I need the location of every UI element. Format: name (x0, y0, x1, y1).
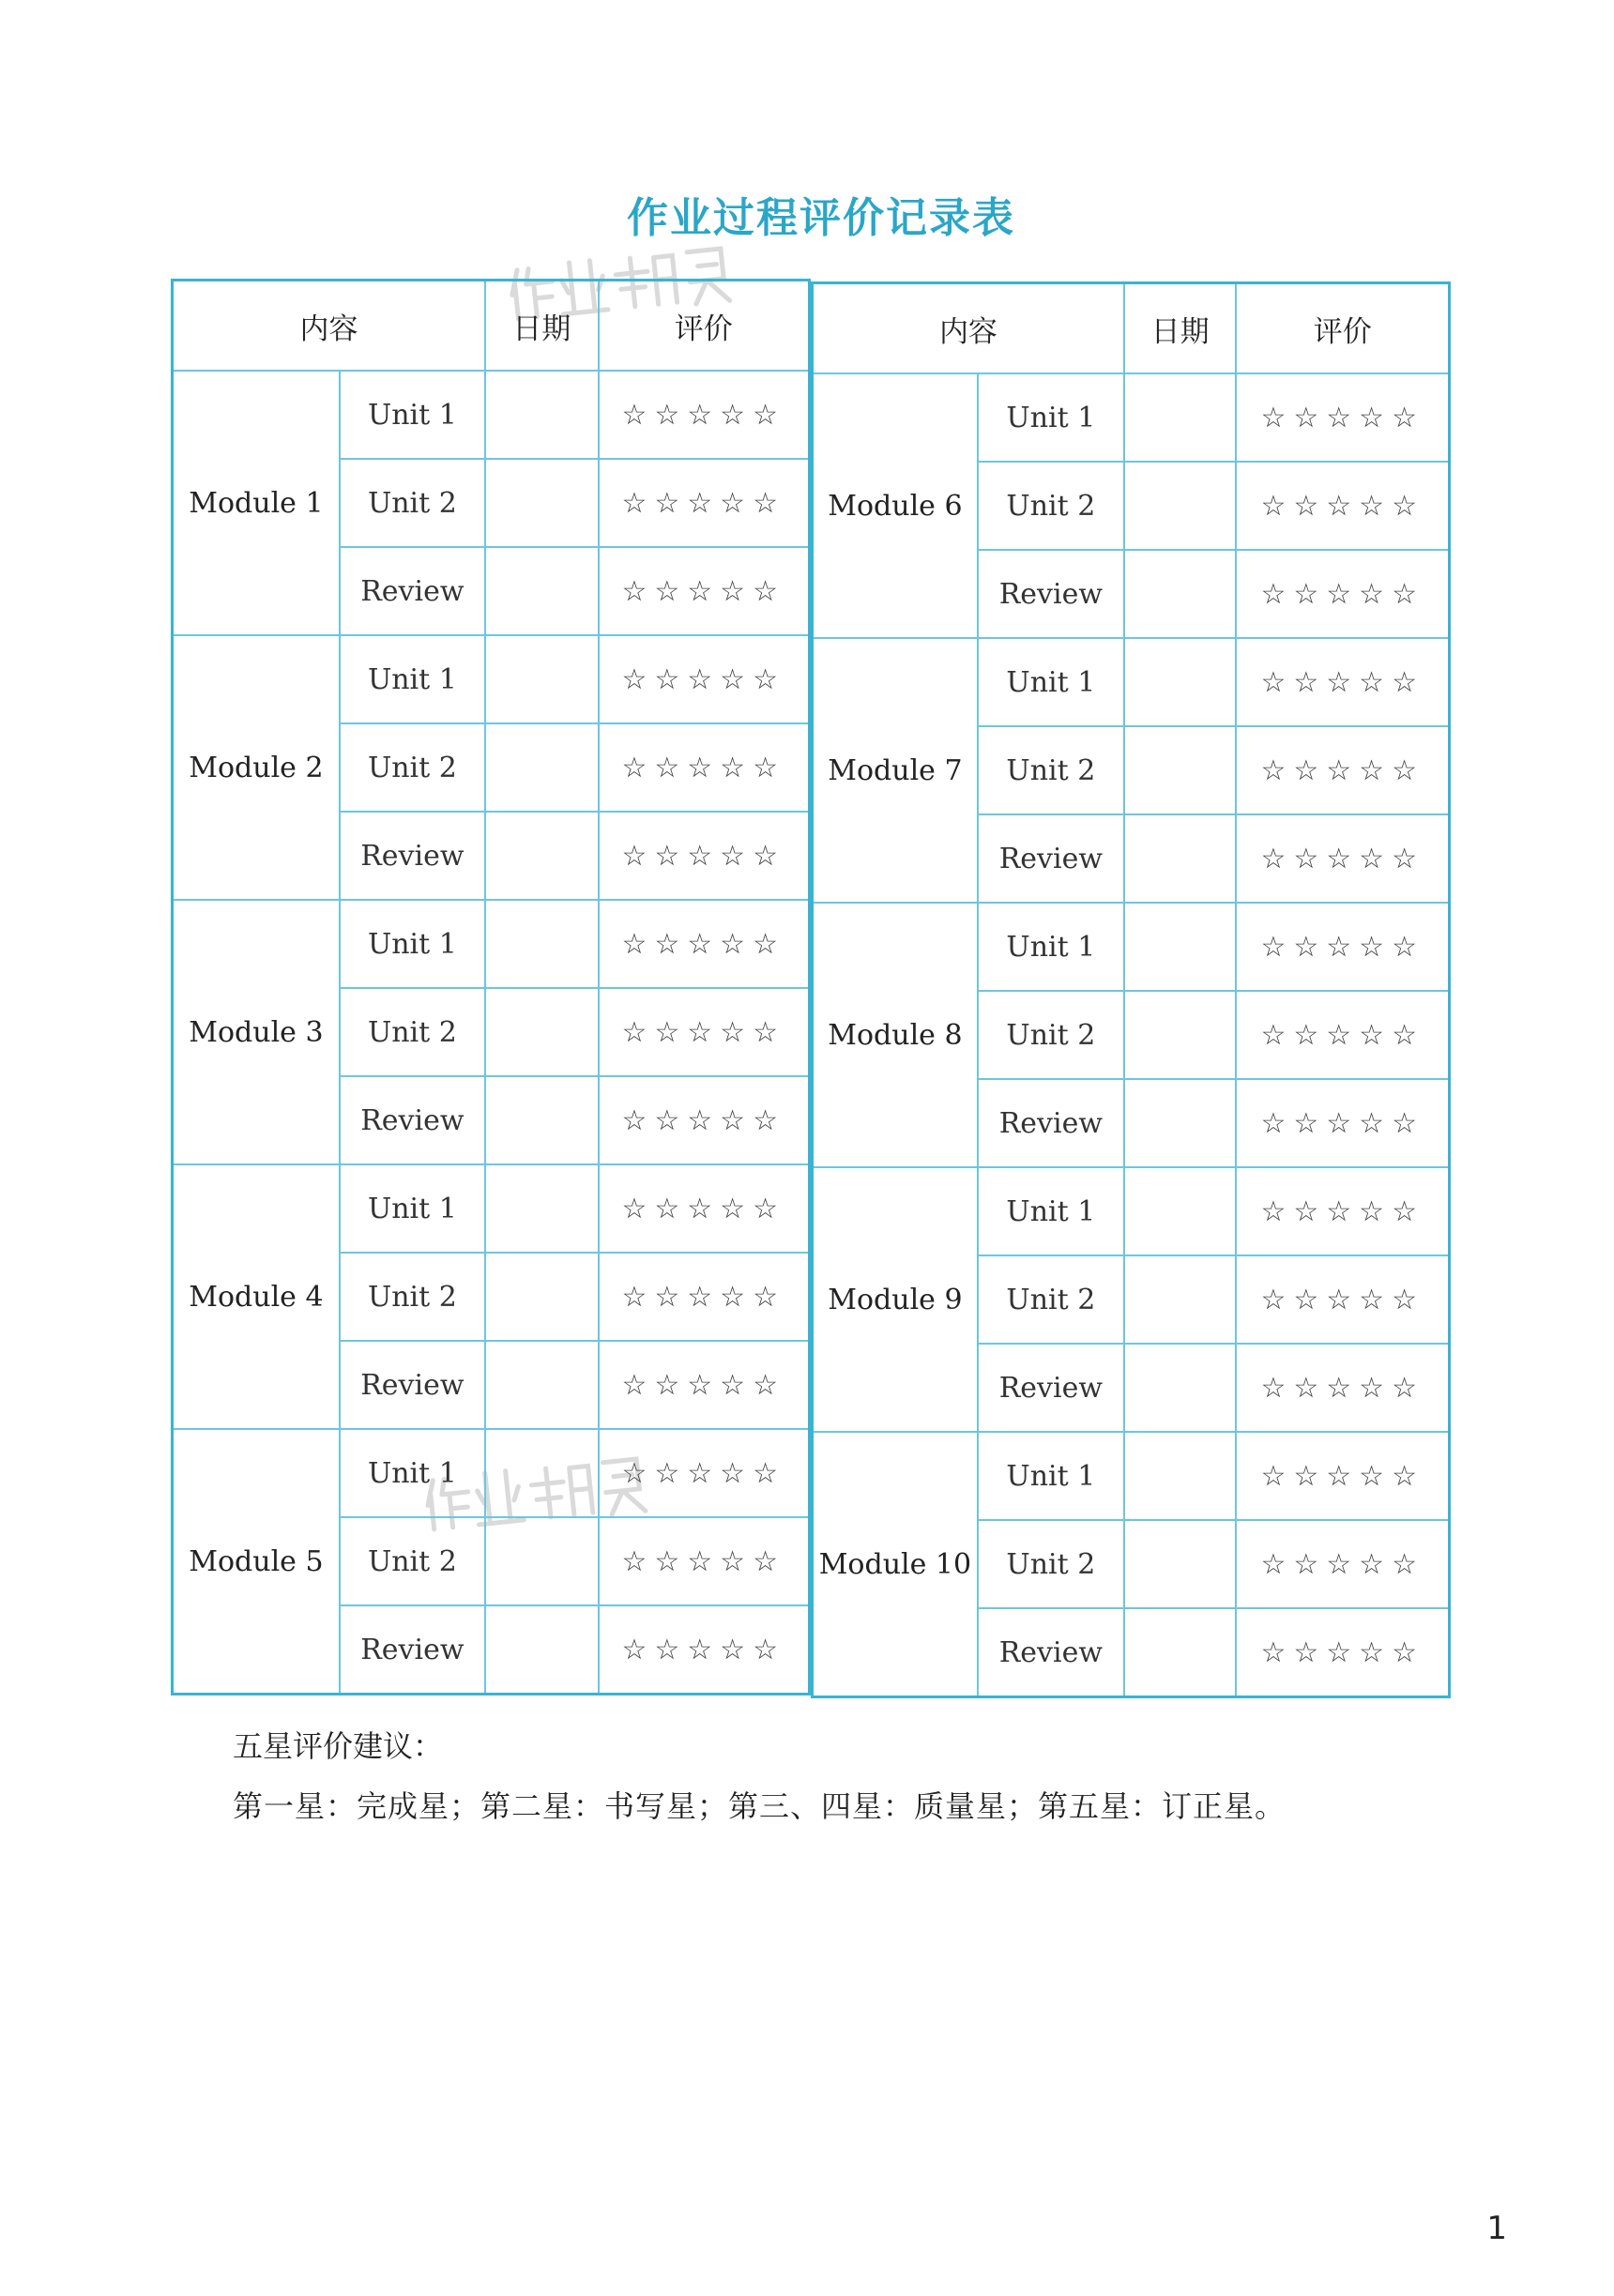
star-rating[interactable]: ☆☆☆☆☆ (599, 459, 810, 547)
module-name: Module 2 (173, 635, 340, 900)
unit-name: Review (978, 1344, 1124, 1432)
module-name: Module 6 (813, 373, 978, 638)
date-cell[interactable] (1124, 1255, 1237, 1344)
star-rating[interactable]: ☆☆☆☆☆ (599, 1076, 810, 1164)
date-cell[interactable] (485, 1253, 599, 1341)
star-rating[interactable]: ☆☆☆☆☆ (599, 1253, 810, 1341)
date-cell[interactable] (485, 988, 599, 1076)
table-row (813, 638, 1450, 726)
header-date: 日期 (485, 281, 599, 372)
date-cell[interactable] (485, 635, 599, 723)
date-cell[interactable] (1124, 638, 1237, 726)
unit-name: Unit 1 (978, 1432, 1124, 1520)
evaluation-table-left (171, 279, 811, 1695)
rating-note-title: 五星评价建议： (233, 1728, 444, 1764)
module-name: Module 10 (813, 1432, 978, 1697)
unit-name: Unit 2 (978, 462, 1124, 550)
table-row (173, 635, 810, 723)
unit-name: Review (340, 1341, 485, 1429)
date-cell[interactable] (485, 1076, 599, 1164)
star-rating[interactable]: ☆☆☆☆☆ (1236, 1520, 1449, 1608)
unit-name: Unit 2 (340, 1517, 485, 1605)
star-rating[interactable]: ☆☆☆☆☆ (1236, 462, 1449, 550)
star-rating[interactable]: ☆☆☆☆☆ (1236, 1608, 1449, 1697)
table-row (813, 1167, 1450, 1255)
table-row (173, 1429, 810, 1517)
date-cell[interactable] (485, 1517, 599, 1605)
header-content: 内容 (173, 281, 485, 372)
star-rating[interactable]: ☆☆☆☆☆ (1236, 1079, 1449, 1167)
unit-name: Unit 1 (340, 635, 485, 723)
date-cell[interactable] (485, 1605, 599, 1695)
star-rating[interactable]: ☆☆☆☆☆ (1236, 1344, 1449, 1432)
unit-name: Unit 1 (340, 1429, 485, 1517)
star-rating[interactable]: ☆☆☆☆☆ (1236, 1167, 1449, 1255)
unit-name: Unit 1 (978, 903, 1124, 991)
star-rating[interactable]: ☆☆☆☆☆ (599, 723, 810, 812)
page-number: 1 (1486, 2210, 1507, 2247)
unit-name: Unit 2 (340, 988, 485, 1076)
date-cell[interactable] (1124, 1432, 1237, 1520)
unit-name: Unit 1 (340, 371, 485, 459)
star-rating[interactable]: ☆☆☆☆☆ (1236, 814, 1449, 903)
date-cell[interactable] (485, 1429, 599, 1517)
unit-name: Unit 2 (340, 1253, 485, 1341)
star-rating[interactable]: ☆☆☆☆☆ (1236, 1255, 1449, 1344)
table-row (813, 1432, 1450, 1520)
unit-name: Unit 1 (978, 638, 1124, 726)
date-cell[interactable] (485, 1341, 599, 1429)
date-cell[interactable] (1124, 1167, 1237, 1255)
unit-name: Review (340, 1605, 485, 1695)
unit-name: Unit 1 (978, 1167, 1124, 1255)
rating-note-body: 第一星：完成星；第二星：书写星；第三、四星：质量星；第五星：订正星。 (233, 1788, 1287, 1824)
date-cell[interactable] (1124, 814, 1237, 903)
header-date: 日期 (1124, 283, 1237, 374)
date-cell[interactable] (1124, 991, 1237, 1079)
star-rating[interactable]: ☆☆☆☆☆ (599, 812, 810, 900)
unit-name: Unit 1 (978, 373, 1124, 462)
unit-name: Unit 2 (978, 991, 1124, 1079)
star-rating[interactable]: ☆☆☆☆☆ (599, 1341, 810, 1429)
header-content: 内容 (813, 283, 1124, 374)
star-rating[interactable]: ☆☆☆☆☆ (599, 371, 810, 459)
unit-name: Review (978, 1608, 1124, 1697)
table-body-left (173, 371, 810, 1695)
date-cell[interactable] (1124, 1520, 1237, 1608)
star-rating[interactable]: ☆☆☆☆☆ (1236, 373, 1449, 462)
unit-name: Review (978, 814, 1124, 903)
star-rating[interactable]: ☆☆☆☆☆ (599, 1429, 810, 1517)
unit-name: Unit 2 (978, 1520, 1124, 1608)
module-name: Module 1 (173, 371, 340, 635)
header-rating: 评价 (1236, 283, 1449, 374)
unit-name: Unit 2 (340, 723, 485, 812)
star-rating[interactable]: ☆☆☆☆☆ (1236, 550, 1449, 638)
module-name: Module 5 (173, 1429, 340, 1695)
page-title: 作业过程评价记录表 (627, 194, 1015, 242)
table-row (173, 371, 810, 459)
star-rating[interactable]: ☆☆☆☆☆ (599, 1517, 810, 1605)
star-rating[interactable]: ☆☆☆☆☆ (599, 988, 810, 1076)
date-cell[interactable] (485, 1164, 599, 1253)
date-cell[interactable] (485, 459, 599, 547)
star-rating[interactable]: ☆☆☆☆☆ (599, 900, 810, 988)
unit-name: Review (340, 1076, 485, 1164)
unit-name: Review (340, 547, 485, 635)
header-row (813, 283, 1450, 374)
module-name: Module 3 (173, 900, 340, 1164)
evaluation-table-right (811, 281, 1451, 1698)
module-name: Module 9 (813, 1167, 978, 1432)
table-row (173, 900, 810, 988)
date-cell[interactable] (485, 723, 599, 812)
date-cell[interactable] (1124, 1344, 1237, 1432)
date-cell[interactable] (1124, 726, 1237, 814)
star-rating[interactable]: ☆☆☆☆☆ (1236, 991, 1449, 1079)
star-rating[interactable]: ☆☆☆☆☆ (599, 547, 810, 635)
module-name: Module 8 (813, 903, 978, 1167)
unit-name: Unit 2 (978, 1255, 1124, 1344)
unit-name: Review (340, 812, 485, 900)
date-cell[interactable] (485, 547, 599, 635)
date-cell[interactable] (485, 371, 599, 459)
module-name: Module 7 (813, 638, 978, 903)
star-rating[interactable]: ☆☆☆☆☆ (599, 1605, 810, 1695)
table-row (173, 1164, 810, 1253)
star-rating[interactable]: ☆☆☆☆☆ (1236, 726, 1449, 814)
date-cell[interactable] (1124, 903, 1237, 991)
table-row (813, 903, 1450, 991)
header-rating: 评价 (599, 281, 810, 372)
date-cell[interactable] (1124, 1079, 1237, 1167)
table-row (813, 373, 1450, 462)
star-rating[interactable]: ☆☆☆☆☆ (1236, 638, 1449, 726)
unit-name: Unit 1 (340, 1164, 485, 1253)
table-body-right (813, 373, 1450, 1697)
unit-name: Unit 2 (978, 726, 1124, 814)
module-name: Module 4 (173, 1164, 340, 1429)
date-cell[interactable] (1124, 462, 1237, 550)
header-row (173, 281, 810, 372)
star-rating[interactable]: ☆☆☆☆☆ (599, 1164, 810, 1253)
date-cell[interactable] (485, 812, 599, 900)
date-cell[interactable] (1124, 373, 1237, 462)
unit-name: Unit 2 (340, 459, 485, 547)
date-cell[interactable] (485, 900, 599, 988)
star-rating[interactable]: ☆☆☆☆☆ (1236, 903, 1449, 991)
unit-name: Review (978, 1079, 1124, 1167)
unit-name: Unit 1 (340, 900, 485, 988)
date-cell[interactable] (1124, 550, 1237, 638)
star-rating[interactable]: ☆☆☆☆☆ (1236, 1432, 1449, 1520)
unit-name: Review (978, 550, 1124, 638)
star-rating[interactable]: ☆☆☆☆☆ (599, 635, 810, 723)
date-cell[interactable] (1124, 1608, 1237, 1697)
